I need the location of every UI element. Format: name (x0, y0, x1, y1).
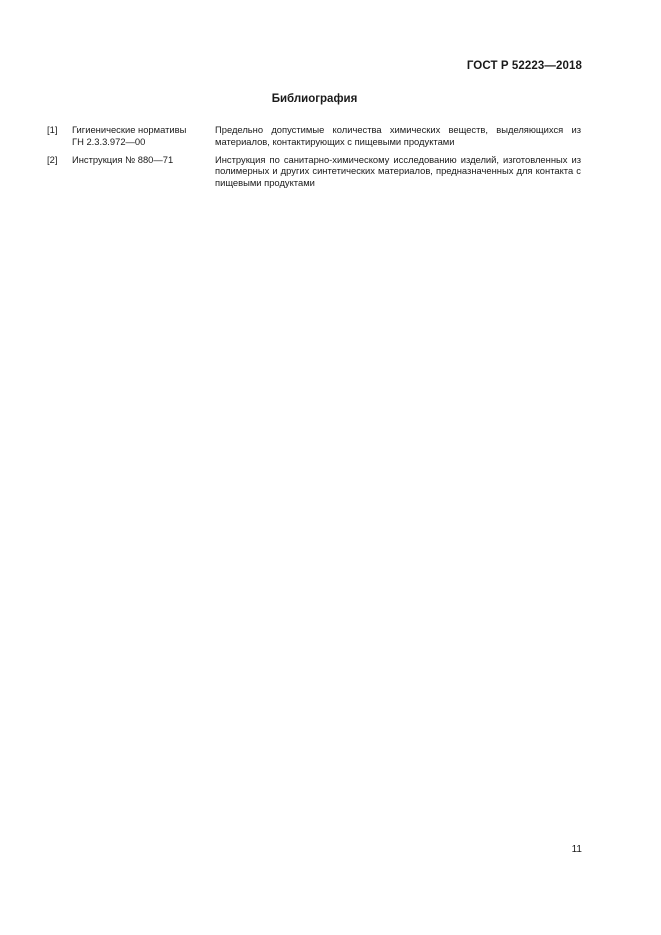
standard-code: ГОСТ Р 52223—2018 (466, 60, 582, 72)
entry-document-line: Инструкция № 880—71 (72, 153, 174, 165)
entry-document (72, 154, 215, 189)
entry-number: [1] (47, 124, 58, 135)
bibliography-list (47, 124, 581, 195)
page-number: 11 (571, 844, 582, 855)
bibliography-entry (47, 124, 581, 148)
bibliography-entry (47, 154, 581, 189)
entry-description: Предельно допустимые количества химических веществ, выделяющихся из материалов, контактирующих с пищевыми продуктами (215, 124, 581, 147)
entry-description: Инструкция по санитарно-химическому исследованию изделий, изготовленных из полимерных и других синтетических материалов, предназначенных для контакта с пищевыми продуктами (215, 153, 581, 189)
entry-document-line: ГН 2.3.3.972—00 (72, 135, 146, 147)
entry-number: [2] (47, 153, 58, 165)
entry-document (72, 124, 215, 148)
section-title: Библиография (271, 93, 358, 105)
entry-document-line: Гигиенические нормативы (72, 124, 187, 135)
